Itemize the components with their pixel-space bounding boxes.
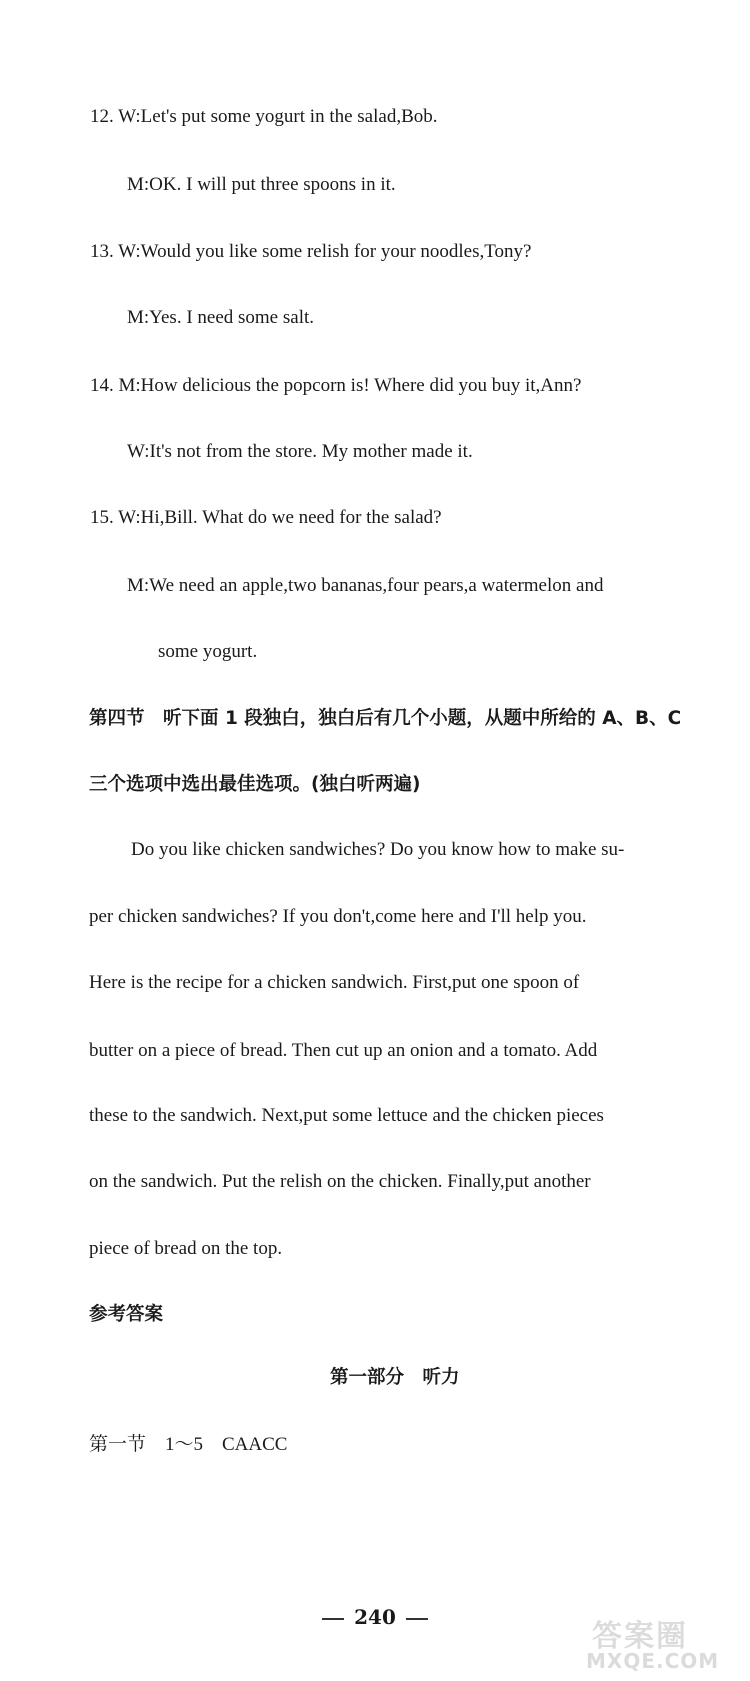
page-number-dash-left <box>322 1618 344 1620</box>
dialogue-line-14-m: 14. M:How delicious the popcorn is! Where did you buy it,Ann? <box>90 375 582 396</box>
section4-heading-line1: 第四节 听下面 1 段独白，独白后有几个小题，从题中所给的 A、B、C <box>89 708 682 729</box>
monologue-line-3: Here is the recipe for a chicken sandwich. First,put one spoon of <box>89 972 580 993</box>
dialogue-line-15-m: M:We need an apple,two bananas,four pears,a watermelon and <box>127 575 604 596</box>
dialogue-line-13-w: 13. W:Would you like some relish for your noodles,Tony? <box>90 241 532 262</box>
watermark-logo <box>584 1611 744 1677</box>
monologue-line-5: these to the sandwich. Next,put some lettuce and the chicken pieces <box>89 1105 604 1126</box>
dialogue-line-12-m: M:OK. I will put three spoons in it. <box>127 174 396 195</box>
monologue-line-2: per chicken sandwiches? If you don't,come here and I'll help you. <box>89 906 587 927</box>
answers-section1: 第一节 1～5 CAACC <box>89 1434 288 1455</box>
dialogue-line-13-m: M:Yes. I need some salt. <box>127 307 315 328</box>
watermark-top-text: 答案圈 <box>592 1619 688 1654</box>
monologue-line-6: on the sandwich. Put the relish on the chicken. Finally,put another <box>89 1171 591 1192</box>
answers-heading: 参考答案 <box>89 1304 164 1325</box>
answers-part-title: 第一部分 听力 <box>330 1367 460 1388</box>
dialogue-line-14-w: W:It's not from the store. My mother made it. <box>127 441 473 462</box>
page-number-text: 240 <box>354 1605 396 1629</box>
dialogue-line-15-w: 15. W:Hi,Bill. What do we need for the salad? <box>90 507 442 528</box>
dialogue-line-12-w: 12. W:Let's put some yogurt in the salad,Bob. <box>90 106 438 127</box>
monologue-line-4: butter on a piece of bread. Then cut up an onion and a tomato. Add <box>89 1040 598 1061</box>
dialogue-line-15-m-cont: some yogurt. <box>158 641 258 662</box>
section4-heading-line2: 三个选项中选出最佳选项。(独白听两遍) <box>89 774 421 795</box>
monologue-line-7: piece of bread on the top. <box>89 1238 283 1259</box>
watermark-bottom-text: MXQE.COM <box>586 1649 720 1673</box>
monologue-line-1: Do you like chicken sandwiches? Do you know how to make su- <box>131 839 625 860</box>
page-number-dash-right <box>406 1618 428 1620</box>
